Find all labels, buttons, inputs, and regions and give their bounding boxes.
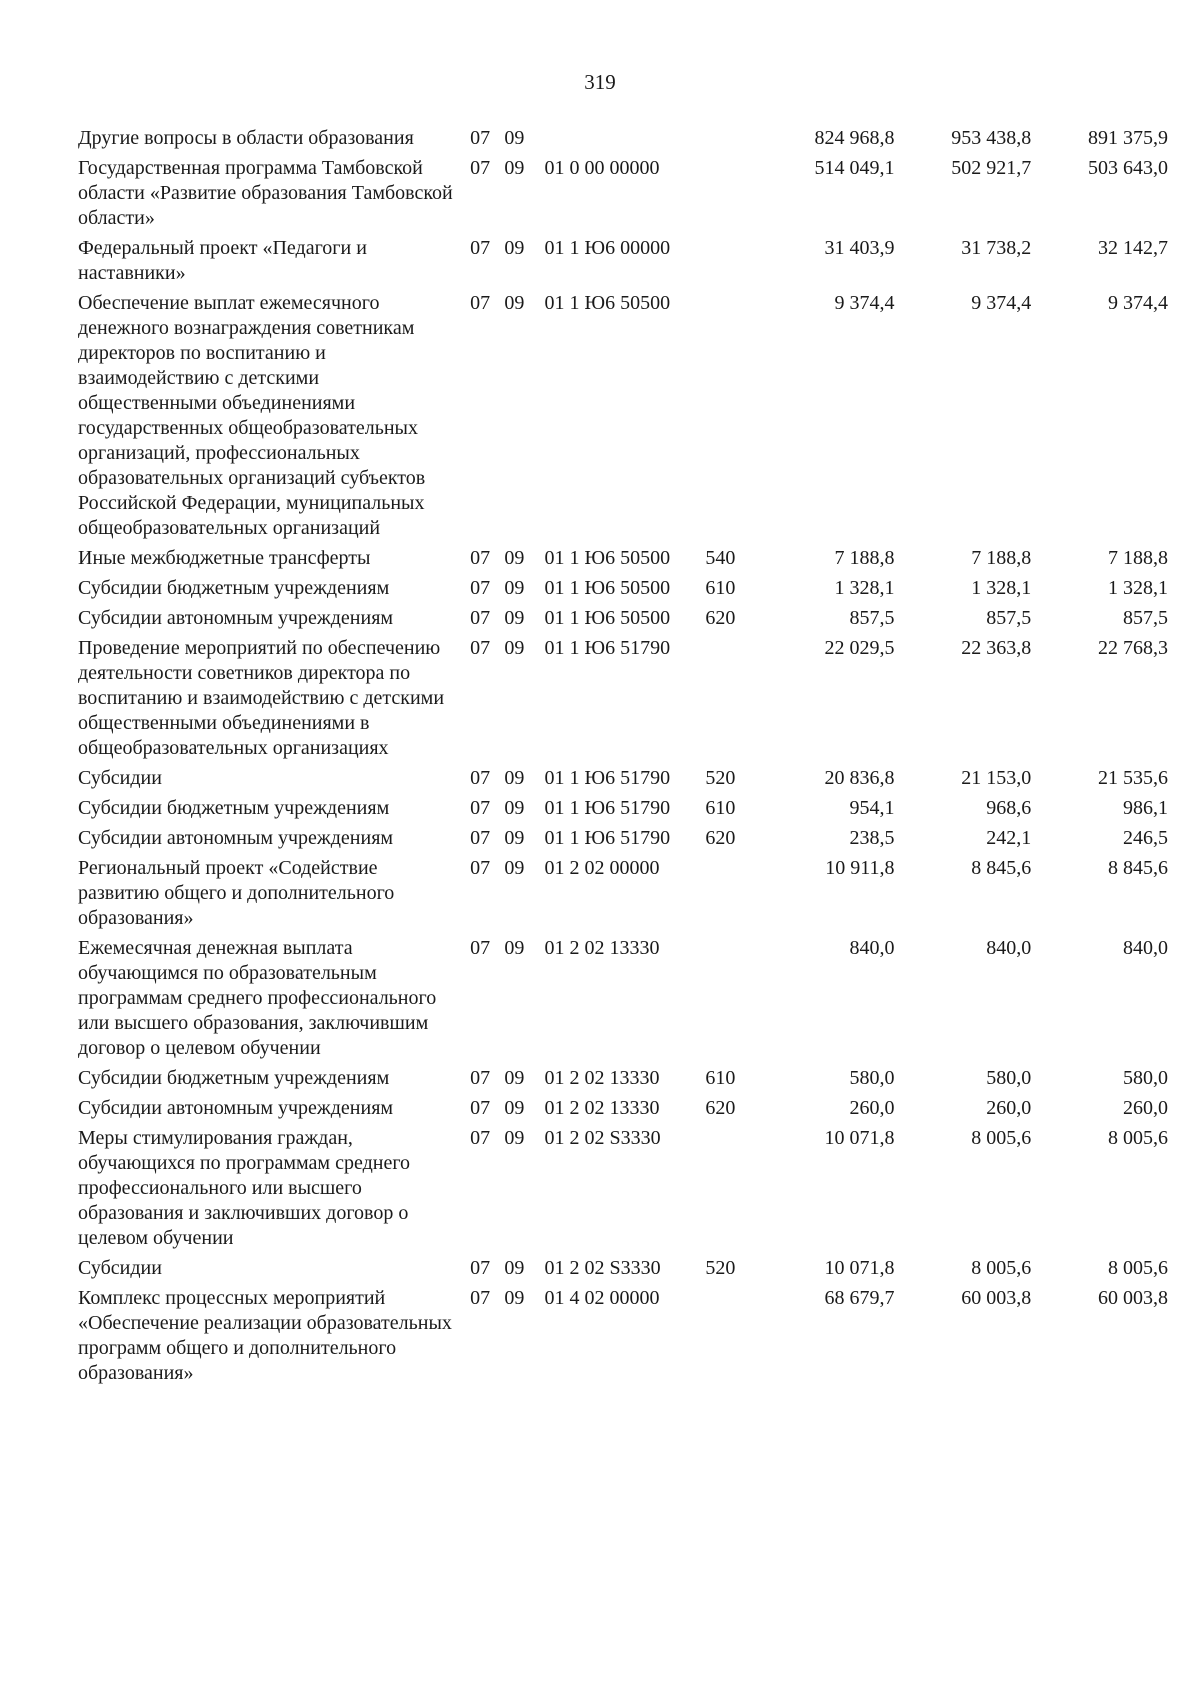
- row-amount-3: 1 328,1: [1108, 577, 1168, 599]
- row-section: 07: [470, 547, 491, 569]
- row-expense-type: 620: [705, 607, 736, 629]
- table-row: [78, 1124, 1168, 1254]
- row-amount-1: 68 679,7: [824, 1287, 895, 1309]
- row-subsection: 09: [504, 1067, 525, 1089]
- row-amount-1: 580,0: [849, 1067, 895, 1089]
- row-amount-3: 32 142,7: [1098, 237, 1168, 259]
- row-expense-type: [705, 234, 753, 289]
- row-amount-3: 840,0: [1123, 937, 1168, 959]
- row-expense-type: [705, 854, 753, 934]
- row-amount-2: 968,6: [986, 797, 1032, 819]
- row-section: 07: [470, 1257, 491, 1279]
- row-amount-2: 953 438,8: [951, 127, 1032, 149]
- row-section: 07: [470, 1067, 491, 1089]
- row-subsection: 09: [504, 127, 525, 149]
- row-name: Другие вопросы в области образования: [78, 127, 414, 149]
- row-amount-1: 857,5: [849, 607, 895, 629]
- row-amount-3: 503 643,0: [1088, 157, 1168, 179]
- row-subsection: 09: [504, 1257, 525, 1279]
- row-target-code: 01 1 Ю6 51790: [544, 637, 671, 659]
- table-row: [78, 1064, 1168, 1094]
- table-row: [78, 289, 1168, 544]
- row-name: Субсидии бюджетным учреждениям: [78, 577, 390, 599]
- row-target-code: 01 1 Ю6 50500: [544, 547, 671, 569]
- row-expense-type: 610: [705, 1067, 736, 1089]
- row-amount-2: 60 003,8: [961, 1287, 1032, 1309]
- row-amount-2: 31 738,2: [961, 237, 1032, 259]
- row-target-code: 01 1 Ю6 00000: [544, 237, 671, 259]
- row-name: Меры стимулирования граждан, обучающихся по программам среднего профессионального или высшего образования и заключивших договор о целевом обучении: [78, 1127, 411, 1249]
- table-row: [78, 234, 1168, 289]
- row-subsection: 09: [504, 1127, 525, 1149]
- row-expense-type: [705, 634, 753, 764]
- row-amount-3: 22 768,3: [1098, 637, 1168, 659]
- table-row: [78, 574, 1168, 604]
- row-amount-2: 242,1: [986, 827, 1032, 849]
- row-amount-1: 840,0: [849, 937, 895, 959]
- row-subsection: 09: [504, 827, 525, 849]
- row-section: 07: [470, 767, 491, 789]
- row-amount-1: 10 071,8: [824, 1127, 895, 1149]
- row-amount-3: 246,5: [1123, 827, 1168, 849]
- table-row: [78, 1094, 1168, 1124]
- row-subsection: 09: [504, 1097, 525, 1119]
- table-row: [78, 794, 1168, 824]
- row-amount-2: 9 374,4: [971, 292, 1032, 314]
- row-section: 07: [470, 937, 491, 959]
- row-target-code: 01 2 02 S3330: [544, 1257, 661, 1279]
- row-section: 07: [470, 1127, 491, 1149]
- row-amount-1: 10 071,8: [824, 1257, 895, 1279]
- row-name: Субсидии: [78, 1257, 162, 1279]
- table-row: [78, 764, 1168, 794]
- row-target-code: 01 1 Ю6 51790: [544, 797, 671, 819]
- row-subsection: 09: [504, 292, 525, 314]
- row-subsection: 09: [504, 797, 525, 819]
- row-target-code: 01 1 Ю6 50500: [544, 577, 671, 599]
- row-amount-1: 22 029,5: [824, 637, 895, 659]
- row-amount-3: 580,0: [1123, 1067, 1168, 1089]
- table-row: [78, 824, 1168, 854]
- row-amount-1: 260,0: [849, 1097, 895, 1119]
- row-amount-3: 7 188,8: [1108, 547, 1168, 569]
- row-amount-3: 8 845,6: [1108, 857, 1168, 879]
- row-amount-2: 7 188,8: [971, 547, 1032, 569]
- row-amount-1: 824 968,8: [814, 127, 895, 149]
- row-amount-2: 21 153,0: [961, 767, 1032, 789]
- row-name: Иные межбюджетные трансферты: [78, 547, 371, 569]
- row-amount-3: 260,0: [1123, 1097, 1168, 1119]
- row-amount-2: 8 845,6: [971, 857, 1032, 879]
- table-row: [78, 1284, 1168, 1389]
- row-amount-2: 1 328,1: [971, 577, 1032, 599]
- row-amount-1: 238,5: [849, 827, 895, 849]
- row-expense-type: [705, 934, 753, 1064]
- row-amount-2: 260,0: [986, 1097, 1032, 1119]
- row-section: 07: [470, 127, 491, 149]
- table-row: [78, 1254, 1168, 1284]
- table-row: [78, 854, 1168, 934]
- row-name: Субсидии: [78, 767, 162, 789]
- row-subsection: 09: [504, 607, 525, 629]
- row-target-code: 01 2 02 13330: [544, 937, 660, 959]
- row-amount-1: 1 328,1: [834, 577, 895, 599]
- row-amount-1: 514 049,1: [814, 157, 895, 179]
- row-target-code: 01 1 Ю6 50500: [544, 607, 671, 629]
- table-row: [78, 634, 1168, 764]
- row-amount-1: 7 188,8: [834, 547, 895, 569]
- table-body: [78, 124, 1168, 1389]
- row-name: Федеральный проект «Педагоги и наставники»: [78, 237, 367, 284]
- row-name: Региональный проект «Содействие развитию общего и дополнительного образования»: [78, 857, 395, 929]
- row-amount-1: 20 836,8: [824, 767, 895, 789]
- row-amount-1: 31 403,9: [824, 237, 895, 259]
- row-subsection: 09: [504, 937, 525, 959]
- row-amount-2: 22 363,8: [961, 637, 1032, 659]
- row-amount-3: 21 535,6: [1098, 767, 1168, 789]
- row-subsection: 09: [504, 237, 525, 259]
- row-subsection: 09: [504, 577, 525, 599]
- row-section: 07: [470, 577, 491, 599]
- row-subsection: 09: [504, 157, 525, 179]
- row-amount-2: 857,5: [986, 607, 1032, 629]
- budget-table: [78, 124, 1168, 1389]
- row-name: Субсидии бюджетным учреждениям: [78, 797, 390, 819]
- row-amount-2: 8 005,6: [971, 1127, 1032, 1149]
- row-expense-type: 540: [705, 547, 736, 569]
- table-row: [78, 154, 1168, 234]
- row-expense-type: [705, 1124, 753, 1254]
- row-amount-2: 580,0: [986, 1067, 1032, 1089]
- row-amount-3: 986,1: [1123, 797, 1168, 819]
- row-name: Субсидии автономным учреждениям: [78, 607, 394, 629]
- row-section: 07: [470, 607, 491, 629]
- row-amount-3: 9 374,4: [1108, 292, 1168, 314]
- row-name: Субсидии бюджетным учреждениям: [78, 1067, 390, 1089]
- row-target-code: 01 2 02 00000: [544, 857, 660, 879]
- row-section: 07: [470, 237, 491, 259]
- row-amount-3: 8 005,6: [1108, 1127, 1168, 1149]
- row-target-code: 01 4 02 00000: [544, 1287, 660, 1309]
- row-target-code: 01 1 Ю6 51790: [544, 767, 671, 789]
- row-name: Обеспечение выплат ежемесячного денежного вознаграждения советникам директоров по воспитанию и взаимодействию с детскими общественными объединениями государственных общеобразовательных организаций, профессиональных образовательных организаций субъектов Российской Федерации, муниципальных общеобразовательных организаций: [78, 292, 426, 539]
- row-name: Субсидии автономным учреждениям: [78, 1097, 394, 1119]
- row-name: Комплекс процессных мероприятий «Обеспечение реализации образовательных программ общего и дополнительного образования»: [78, 1287, 452, 1384]
- row-target-code: 01 0 00 00000: [544, 157, 660, 179]
- row-section: 07: [470, 637, 491, 659]
- row-name: Субсидии автономным учреждениям: [78, 827, 394, 849]
- row-section: 07: [470, 797, 491, 819]
- table-row: [78, 934, 1168, 1064]
- row-target-code: 01 1 Ю6 50500: [544, 292, 671, 314]
- row-expense-type: 520: [705, 1257, 736, 1279]
- row-expense-type: 610: [705, 797, 736, 819]
- row-expense-type: [705, 1284, 753, 1389]
- row-name: Ежемесячная денежная выплата обучающимся по образовательным программам среднего профессионального или высшего образования, заключившим договор о целевом обучении: [78, 937, 437, 1059]
- row-target-code: [545, 124, 706, 154]
- row-section: 07: [470, 292, 491, 314]
- row-target-code: 01 1 Ю6 51790: [544, 827, 671, 849]
- row-subsection: 09: [504, 547, 525, 569]
- row-section: 07: [470, 157, 491, 179]
- row-subsection: 09: [504, 767, 525, 789]
- row-section: 07: [470, 857, 491, 879]
- row-amount-2: 8 005,6: [971, 1257, 1032, 1279]
- row-expense-type: 620: [705, 827, 736, 849]
- row-expense-type: 620: [705, 1097, 736, 1119]
- row-target-code: 01 2 02 13330: [544, 1067, 660, 1089]
- row-amount-3: 8 005,6: [1108, 1257, 1168, 1279]
- row-name: Государственная программа Тамбовской области «Развитие образования Тамбовской области»: [78, 157, 453, 229]
- table-row: [78, 124, 1168, 154]
- row-expense-type: [705, 289, 753, 544]
- row-amount-2: 502 921,7: [951, 157, 1032, 179]
- page-number: 319: [584, 70, 616, 94]
- row-expense-type: [705, 154, 753, 234]
- row-amount-2: 840,0: [986, 937, 1032, 959]
- row-amount-1: 10 911,8: [825, 857, 895, 879]
- row-amount-1: 9 374,4: [834, 292, 895, 314]
- row-subsection: 09: [504, 1287, 525, 1309]
- row-expense-type: [705, 124, 753, 154]
- row-target-code: 01 2 02 13330: [544, 1097, 660, 1119]
- row-section: 07: [470, 1097, 491, 1119]
- row-amount-3: 60 003,8: [1098, 1287, 1168, 1309]
- row-expense-type: 610: [705, 577, 736, 599]
- row-expense-type: 520: [705, 767, 736, 789]
- row-section: 07: [470, 1287, 491, 1309]
- row-amount-3: 891 375,9: [1088, 127, 1168, 149]
- table-row: [78, 544, 1168, 574]
- row-subsection: 09: [504, 857, 525, 879]
- row-name: Проведение мероприятий по обеспечению деятельности советников директора по воспитанию и взаимодействию с детскими общественными объединениями в общеобразовательных организациях: [78, 637, 445, 759]
- table-row: [78, 604, 1168, 634]
- row-target-code: 01 2 02 S3330: [544, 1127, 661, 1149]
- row-subsection: 09: [504, 637, 525, 659]
- row-section: 07: [470, 827, 491, 849]
- row-amount-3: 857,5: [1123, 607, 1168, 629]
- row-amount-1: 954,1: [849, 797, 895, 819]
